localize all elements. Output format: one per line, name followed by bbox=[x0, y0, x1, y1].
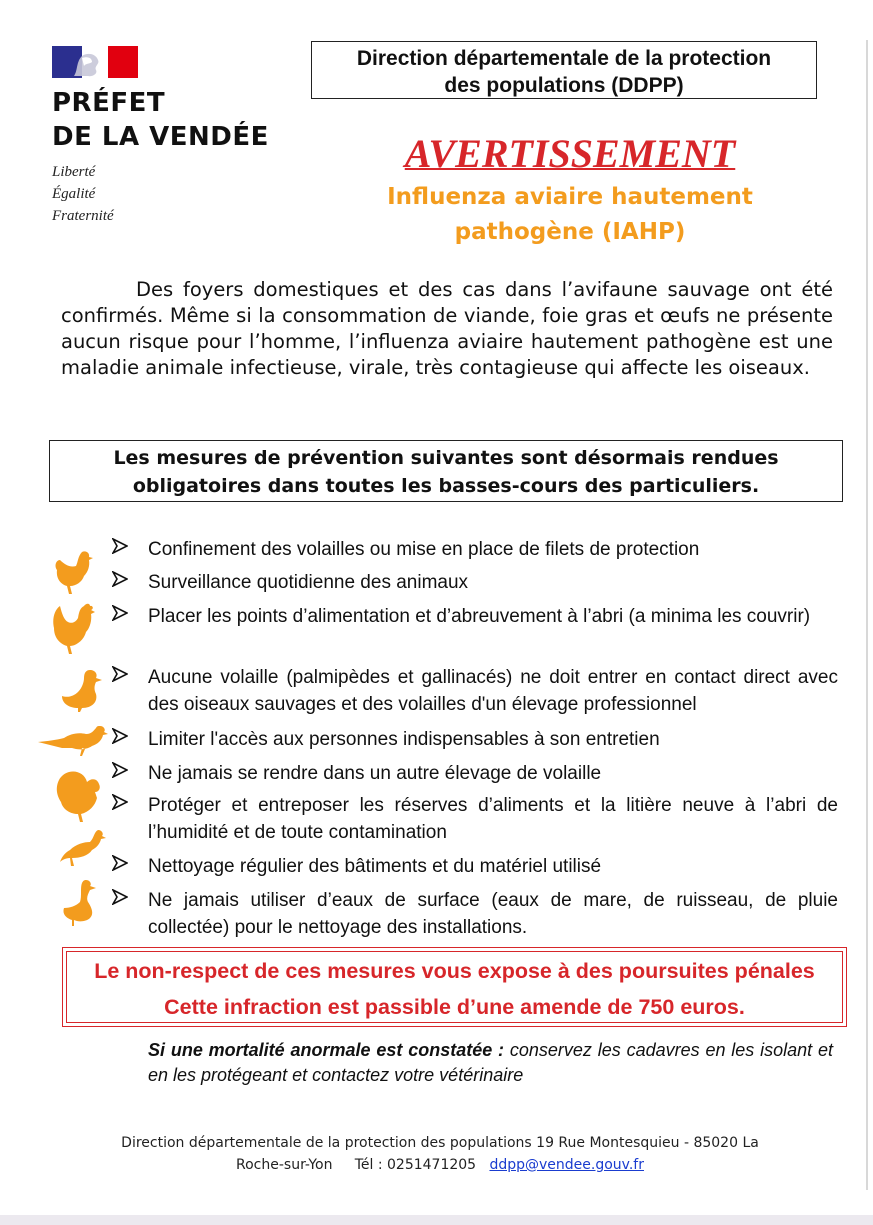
hen-icon bbox=[52, 548, 100, 596]
intro-paragraph: Des foyers domestiques et des cas dans l’avifaune sauvage ont été confirmés. Même si la consommation de viande, foie gras et œufs ne présente aucun risque pour l’homme, l’influenza aviaire hautement pathogène est une maladie animale infectieuse, virale, très contagieuse qui affecte les oiseaux. bbox=[61, 278, 833, 379]
footer-city: Roche-sur-Yon bbox=[236, 1157, 333, 1173]
measure-text: Aucune volaille (palmipèdes et gallinacés) ne doit entrer en contact direct avec des oiseaux sauvages et des volailles d'un élevage professionnel bbox=[148, 667, 838, 715]
page-edge-rule bbox=[866, 40, 868, 1190]
partridge-icon bbox=[60, 828, 108, 868]
goose-icon bbox=[62, 878, 102, 928]
pheasant-icon bbox=[38, 722, 108, 758]
measures-heading-line2: obligatoires dans toutes les basses-cours des particuliers. bbox=[132, 475, 760, 497]
footer-address-line1: Direction départementale de la protection des populations 19 Rue Montesquieu - 85020 La bbox=[121, 1135, 759, 1151]
mortality-notice bbox=[148, 1038, 833, 1088]
measure-text: Ne jamais utiliser d’eaux de surface (eaux de mare, de ruisseau, de pluie collectée) pour le nettoyage des installations. bbox=[148, 890, 838, 938]
duck-icon bbox=[60, 668, 102, 712]
footer bbox=[60, 1132, 820, 1176]
ddpp-line1: Direction départementale de la protection bbox=[356, 47, 772, 70]
arrow-bullet-icon bbox=[112, 571, 128, 587]
footer-email-link[interactable]: ddpp@vendee.gouv.fr bbox=[489, 1157, 644, 1173]
arrow-bullet-icon bbox=[112, 538, 128, 554]
motto-liberte: Liberté bbox=[52, 164, 96, 180]
penalty-warning-box bbox=[62, 947, 847, 1027]
measure-text: Placer les points d’alimentation et d’abreuvement à l’abri (a minima les couvrir) bbox=[148, 606, 811, 627]
ddpp-line2: des populations (DDPP) bbox=[444, 74, 684, 97]
prefet-logo bbox=[52, 44, 312, 244]
measure-text: Limiter l'accès aux personnes indispensables à son entretien bbox=[148, 729, 660, 750]
arrow-bullet-icon bbox=[112, 605, 128, 621]
logo-title-line1: PRÉFET bbox=[52, 88, 166, 118]
footer-phone: Tél : 0251471205 bbox=[354, 1157, 477, 1173]
rooster-icon bbox=[50, 602, 100, 656]
arrow-bullet-icon bbox=[112, 728, 128, 744]
measure-text: Surveillance quotidienne des animaux bbox=[148, 572, 469, 593]
measure-text: Nettoyage régulier des bâtiments et du matériel utilisé bbox=[148, 856, 602, 877]
penalty-line1: Le non-respect de ces mesures vous expose à des poursuites pénales bbox=[94, 959, 815, 983]
arrow-bullet-icon bbox=[112, 794, 128, 810]
subtitle-line1: Influenza aviaire hautement bbox=[387, 184, 753, 210]
turkey-icon bbox=[55, 770, 103, 822]
measures-heading-line1: Les mesures de prévention suivantes sont désormais rendues bbox=[113, 447, 779, 469]
warning-title: AVERTISSEMENT bbox=[404, 131, 736, 176]
mortality-text: conservez les cadavres en les isolant et en les protégeant et contactez votre vétérinaire bbox=[148, 1040, 833, 1085]
footer-line2 bbox=[60, 1154, 820, 1176]
measure-text: Confinement des volailles ou mise en place de filets de protection bbox=[148, 539, 700, 560]
arrow-bullet-icon bbox=[112, 889, 128, 905]
arrow-bullet-icon bbox=[112, 855, 128, 871]
measure-text: Ne jamais se rendre dans un autre élevage de volaille bbox=[148, 763, 602, 784]
measure-text: Protéger et entreposer les réserves d’aliments et la litière neuve à l’abri de l’humidité et de toute contamination bbox=[148, 795, 838, 843]
mortality-lead: Si une mortalité anormale est constatée : bbox=[148, 1040, 505, 1060]
subtitle bbox=[330, 180, 810, 250]
arrow-bullet-icon bbox=[112, 762, 128, 778]
logo-title-line2: DE LA VENDÉE bbox=[52, 122, 269, 152]
penalty-line2: Cette infraction est passible d’une amende de 750 euros. bbox=[164, 995, 745, 1019]
motto-fraternite: Fraternité bbox=[52, 208, 114, 224]
motto-egalite: Égalité bbox=[52, 186, 96, 202]
page-bottom-shade bbox=[0, 1215, 873, 1225]
subtitle-line2: pathogène (IAHP) bbox=[454, 219, 686, 245]
measures-heading-box bbox=[49, 440, 843, 502]
ddpp-header-box bbox=[311, 41, 817, 99]
arrow-bullet-icon bbox=[112, 666, 128, 682]
flag-logo-icon bbox=[52, 46, 138, 78]
